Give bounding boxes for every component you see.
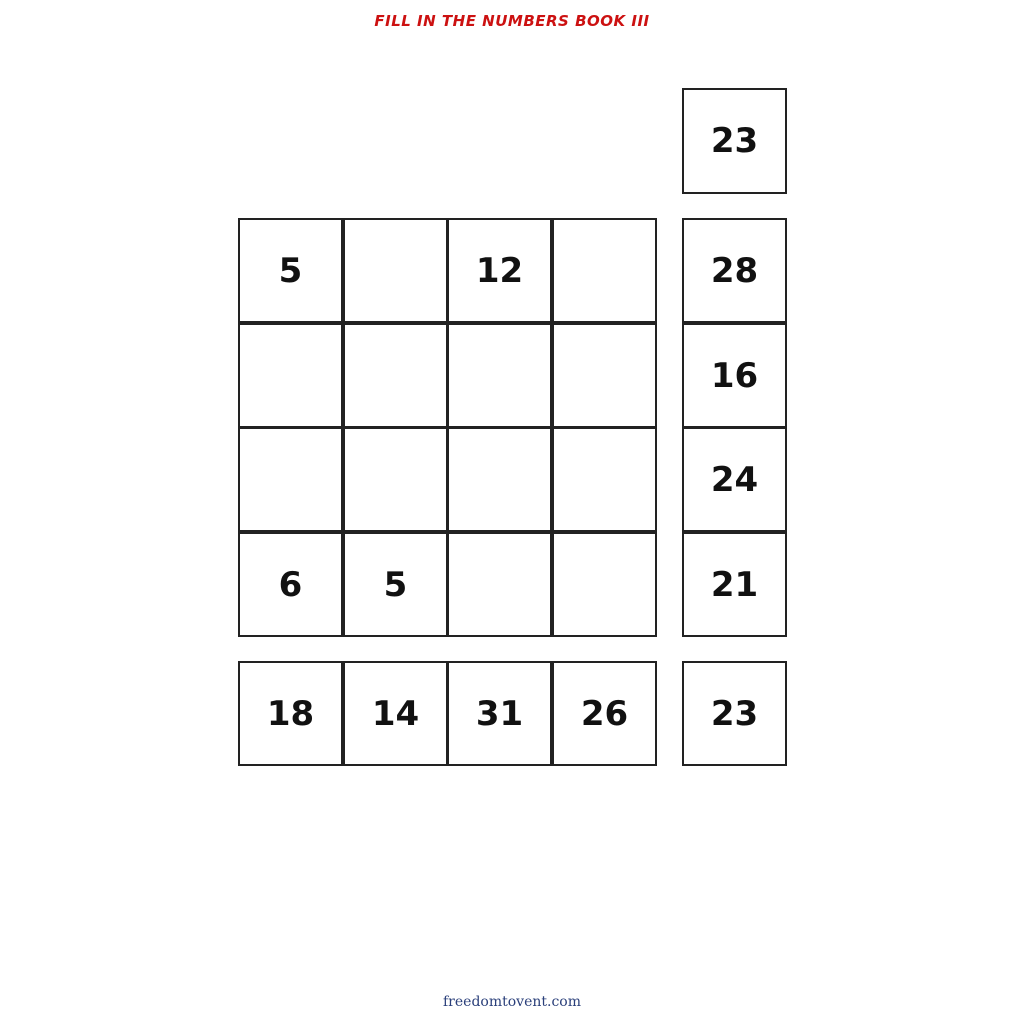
column-sum-cell: 18 (238, 661, 343, 766)
grid-cell-empty[interactable] (238, 323, 343, 428)
footer-site: freedomtovent.com (443, 994, 581, 1010)
grid-cell-empty[interactable] (552, 532, 657, 637)
column-sum-cell: 14 (343, 661, 448, 766)
grid-cell-empty[interactable] (447, 323, 552, 428)
column-sum-cell: 26 (552, 661, 657, 766)
grid-cell-given: 12 (447, 218, 552, 323)
row-sum-cell: 28 (682, 218, 787, 323)
grid-cell-given: 5 (238, 218, 343, 323)
grid-cell-given: 5 (343, 532, 448, 637)
row-sum-cell: 16 (682, 323, 787, 428)
column-sum-cell: 31 (447, 661, 552, 766)
grid-cell-empty[interactable] (447, 427, 552, 532)
grid-cell-empty[interactable] (343, 218, 448, 323)
grid-cell-empty[interactable] (552, 323, 657, 428)
grid-cell-empty[interactable] (552, 427, 657, 532)
grid-cell-empty[interactable] (343, 427, 448, 532)
diagonal-sum-box: 23 (682, 88, 787, 194)
row-sum-cell: 24 (682, 427, 787, 532)
corner-sum-box: 23 (682, 661, 787, 766)
grid-cell-given: 6 (238, 532, 343, 637)
grid-cell-empty[interactable] (343, 323, 448, 428)
page-title: FILL IN THE NUMBERS BOOK III (374, 12, 650, 30)
grid-cell-empty[interactable] (238, 427, 343, 532)
row-sum-cell: 21 (682, 532, 787, 637)
grid-cell-empty[interactable] (552, 218, 657, 323)
grid-cell-empty[interactable] (447, 532, 552, 637)
